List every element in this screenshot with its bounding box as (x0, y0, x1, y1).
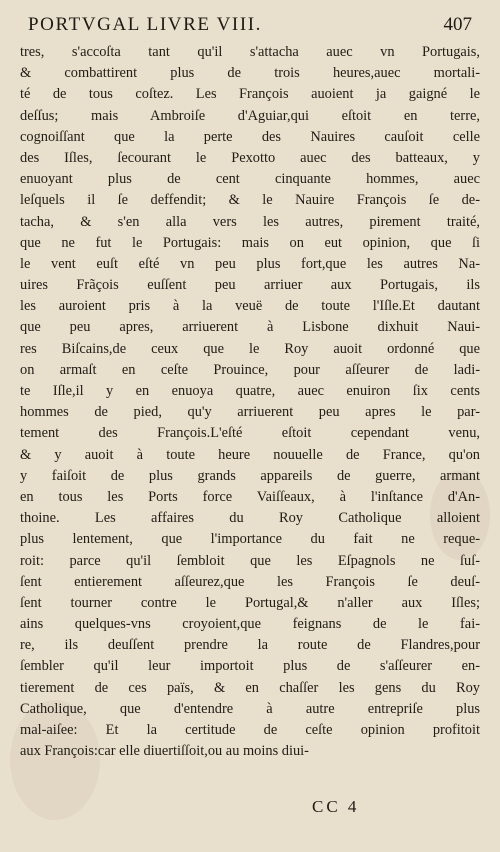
text-line: y faiſoit de plus grands appareils de guerre, armant (20, 467, 480, 484)
text-line: tierement de ces païs, & en chaſſer les gens du Roy (20, 679, 480, 696)
text-line: aux François:car elle diuertiſſoit,ou au moins diui- (20, 743, 309, 760)
text-line: thoine. Les affaires du Roy Catholique alloient (20, 510, 480, 527)
text-line: cognoiſſant que la perte des Nauires cauſoit celle (20, 128, 480, 145)
text-line: té de tous coſtez. Les François auoient ja gaigné le (20, 86, 480, 103)
text-line: tement des François.L'eſté eſtoit cependant venu, (20, 425, 480, 442)
running-head (28, 14, 472, 40)
text-line: te Iſle,il y en enuoya quatre, auec enuiron ſix cents (20, 383, 480, 399)
text-line: ſembler qu'il leur importoit plus de s'aſſeurer en- (20, 658, 480, 675)
text-line: que ne fut le Portugais: mais on eut opinion, que ſi (20, 234, 480, 251)
page-number: 407 (443, 14, 472, 35)
text-line: ſent tourner contre le Portugal,& n'aller aux Iſles; (20, 594, 480, 611)
text-line: & y auoit à toute heure nouuelle de France, qu'on (20, 446, 480, 463)
text-line: tacha, & s'en alla vers les autres, pirement traité, (20, 213, 480, 230)
text-line: tres, s'accoſta tant qu'il s'attacha auec vn Portugais, (20, 44, 480, 60)
signature-mark: CC 4 (312, 797, 360, 816)
text-line: re, ils deuſſent prendre la route de Flandres,pour (20, 637, 480, 654)
text-line: deſſus; mais Ambroiſe d'Aguiar,qui eſtoit en terre, (20, 107, 480, 124)
text-line: uires Frãçois euſſent peu arriuer aux Portugais, ils (20, 277, 480, 294)
text-line: & combattirent plus de trois heures,auec mortali- (20, 65, 480, 82)
text-line: des Iſles, ſecourant le Pexotto auec des batteaux, y (20, 149, 480, 166)
text-line: ains quelques-vns croyoient,que feignans de le fai- (20, 616, 480, 633)
text-line: plus lentement, que l'importance du fait ne reque- (20, 531, 480, 548)
text-line: enuoyant plus de cent cinquante hommes, auec (20, 171, 480, 188)
running-title: PORTVGAL LIVRE VIII. (28, 14, 263, 35)
text-line: les auroient pris à la veuë de toute l'Iſle.Et dautant (20, 298, 480, 315)
text-line: leſquels il ſe deffendit; & le Nauire François ſe de- (20, 192, 480, 209)
text-line: mal-aiſee: Et la certitude de ceſte opinion profitoit (20, 722, 480, 738)
text-line: on armaſt en ceſte Prouince, pour aſſeurer de ladi- (20, 361, 480, 378)
text-line: le vent euſt eſté vn peu plus fort,que les autres Na- (20, 255, 480, 272)
text-line: Catholique, que d'entendre à autre entrepriſe plus (20, 700, 480, 717)
body-text (20, 42, 480, 762)
text-line: que peu apres, arriuerent à Lisbone dixhuit Naui- (20, 319, 480, 336)
text-line: ſent entierement aſſeurez,que les François ſe deuſ- (20, 573, 480, 590)
text-line: roit: parce qu'il ſembloit que les Eſpagnols ne ſuſ- (20, 552, 480, 569)
text-line: res Biſcains,de ceux que le Roy auoit ordonné que (20, 340, 480, 357)
text-line: en tous les Ports force Vaiſſeaux, à l'inſtance d'An- (20, 488, 480, 505)
text-line: hommes de pied, qu'y arriuerent peu apres le par- (20, 404, 480, 421)
